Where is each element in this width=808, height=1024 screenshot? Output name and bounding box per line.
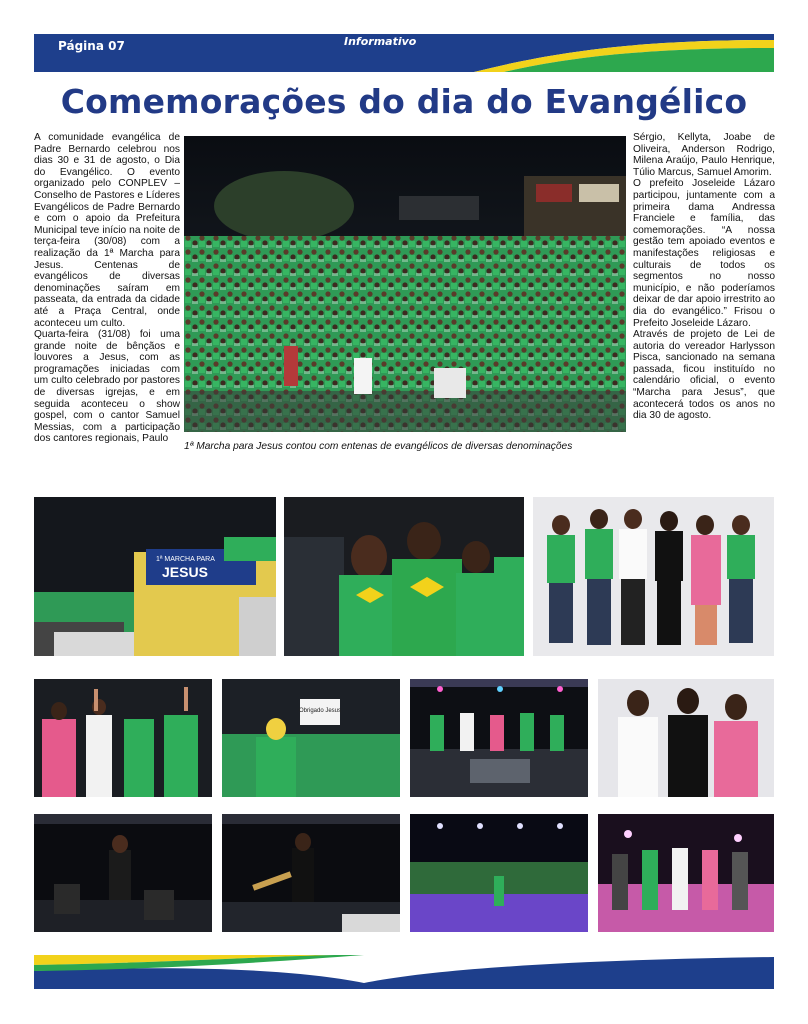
photo-singer-on-stage — [34, 814, 212, 932]
photo-couple-green-shirts — [284, 497, 524, 656]
footer-decoration — [34, 955, 774, 989]
photo-crowd-with-sign — [222, 679, 400, 797]
section-label: Informativo — [344, 35, 417, 48]
truck-banner-line1: 1ª MARCHA PARA — [156, 556, 215, 563]
photo-stage-lights-crowd — [410, 814, 588, 932]
footer-band — [34, 955, 774, 989]
article-paragraph: O prefeito Joseleide Lázaro participou, juntamente com a primeira dama Andressa Franciele e família, das comemorações. “A nossa gestão tem apoiado eventos e manifestações religiosas e culturais de todos os segmentos no nosso município, e não poderíamos deixar de dar apoio irrestrito ao dia do evangélico.” Frisou o Prefeito Joseleide Lázaro. — [633, 178, 775, 329]
article-paragraph: Sérgio, Kellyta, Joabe de Oliveira, Anderson Rodrigo, Milena Araújo, Paulo Henrique, Túlio Marcus, Samuel Amorim. — [633, 132, 775, 178]
photo-march-truck — [34, 497, 276, 656]
crowd-sign-text: Obrigado Jesus — [298, 708, 342, 714]
article-paragraph: A comunidade evangélica de Padre Bernardo celebrou nos dias 30 e 31 de agosto, o Dia do Evangélico. O evento organizado pelo CONPLEV – Conselho de Pastores e Líderes Evangélicos de Padre Bernardo e com o apoio da Prefeitura Municipal teve início na noite de terça-feira (30/08) com a realização da 1ª Marcha para Jesus. Centenas de evangélicos de diversas denominações saíram em passeata, da entrada da cidade até a Praça Central, onde aconteceu um culto. — [34, 132, 180, 329]
article-paragraph: Quarta-feira (31/08) foi uma grande noite de bênçãos e louvores a Jesus, com as programações iniciadas com um culto celebrado por pastores de diversas igrejas, e em seguida aconteceu o show gospel, com o cantor Samuel Messias, com a participação dos cantores regionais, Paulo — [34, 329, 180, 445]
photo-leaders-group — [533, 497, 774, 656]
photo-band-guitar — [222, 814, 400, 932]
photo-worship-hands-raised — [34, 679, 212, 797]
article-title: Comemorações do dia do Evangélico — [60, 82, 748, 121]
photo-mayor-and-family — [598, 679, 774, 797]
main-photo-caption: 1ª Marcha para Jesus contou com entenas de evangélicos de diversas denominações — [184, 441, 573, 452]
truck-banner-line2: JESUS — [162, 564, 208, 580]
header-band — [34, 34, 774, 72]
photo-singers-pink-lights — [598, 814, 774, 932]
article-right-column — [633, 132, 775, 462]
photo-stage-group — [410, 679, 588, 797]
main-photo-march-crowd — [184, 136, 626, 432]
page-number: Página 07 — [58, 39, 125, 53]
article-left-column — [34, 132, 180, 472]
article-paragraph: Através de projeto de Lei de autoria do vereador Harlysson Pisca, sancionado na semana passada, ficou instituído no calendário oficial, o evento “Marcha para Jesus”, que acontecerá todos os anos no dia 30 de agosto. — [633, 329, 775, 422]
